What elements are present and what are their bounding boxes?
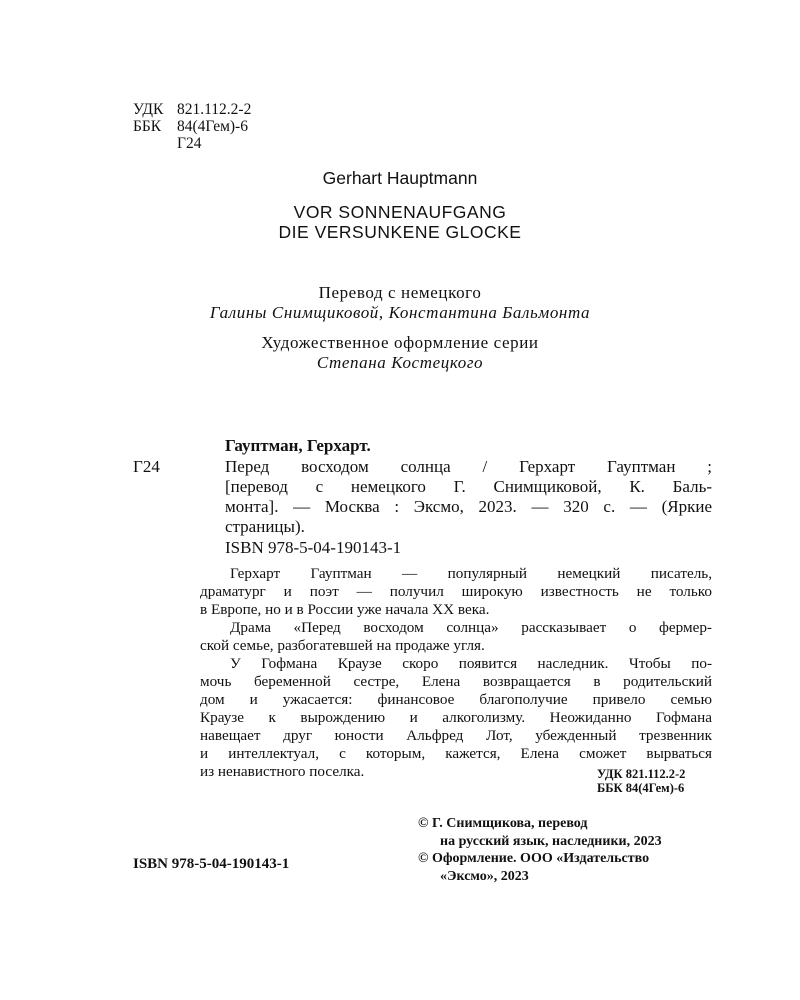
original-title-1: VOR SONNENAUFGANG	[293, 202, 507, 222]
annotation-line: Драма «Перед восходом солнца» рассказывает о фермер-	[230, 619, 712, 636]
original-title-2: DIE VERSUNKENE GLOCKE	[278, 222, 522, 242]
copyright-line: на русский язык, наследники, 2023	[440, 833, 662, 849]
bbk-label: ББК	[133, 118, 162, 135]
classification-block	[133, 101, 251, 152]
design-heading: Художественное оформление серии	[261, 333, 539, 352]
annotation-line: в Европе, но и в России уже начала XX века.	[200, 601, 490, 618]
annotation-line: У Гофмана Краузе скоро появится наследник. Чтобы по-	[230, 655, 712, 672]
annotation-udk: УДК 821.112.2-2	[597, 767, 686, 781]
copyright-line: © Г. Снимщикова, перевод	[418, 816, 588, 831]
bib-line: страницы).	[225, 517, 305, 536]
annotation-line: из ненавистного поселка.	[200, 763, 365, 780]
bbk-value: 84(4Гем)-6	[177, 118, 248, 135]
bib-isbn: ISBN 978-5-04-190143-1	[225, 538, 402, 557]
annotation-line: навещает друг юности Альфред Лот, убежденный трезвенник	[200, 727, 712, 744]
annotation-line: дом и ужасается: финансовое благополучие привело семью	[200, 691, 712, 708]
designer: Степана Костецкого	[316, 353, 484, 372]
translation-heading: Перевод с немецкого	[318, 283, 482, 302]
bib-line: монта]. — Москва : Эксмо, 2023. — 320 с. — (Яркие	[225, 497, 712, 516]
annotation-line: Краузе к вырождению и алкоголизму. Неожиданно Гофмана	[200, 709, 712, 726]
annotation-line: драматург и поэт — получил широкую известность не только	[200, 583, 712, 600]
author-sign: Г24	[177, 135, 202, 152]
udk-value: 821.112.2-2	[177, 101, 252, 118]
udk-row	[133, 101, 251, 118]
bib-line: Перед восходом солнца / Герхарт Гауптман ;	[225, 457, 712, 476]
annotation	[200, 565, 712, 781]
author-sign-row	[133, 135, 251, 152]
bib-line: [перевод с немецкого Г. Снимщиковой, К. Баль-	[225, 477, 712, 496]
bib-author-sign: Г24	[133, 457, 160, 476]
annotation-paragraph	[200, 565, 712, 619]
annotation-paragraph	[200, 619, 712, 655]
annotation-paragraph	[200, 655, 712, 781]
original-author: Gerhart Hauptmann	[322, 168, 478, 188]
bbk-row	[133, 118, 251, 135]
copyright-block	[418, 815, 662, 885]
annotation-line: и интеллектуал, с которым, кажется, Елена сможет вырваться	[200, 745, 712, 762]
bib-description	[225, 457, 712, 537]
annotation-line: ской семье, разбогатевшей на продаже угля.	[200, 637, 485, 654]
translators: Галины Снимщиковой, Константина Бальмонта	[209, 303, 591, 322]
annotation-line: мочь беременной сестре, Елена возвращается в родительский	[200, 673, 712, 690]
footer-isbn: ISBN 978-5-04-190143-1	[133, 856, 290, 872]
copyright-line: © Оформление. ООО «Издательство	[418, 851, 650, 866]
annotation-line: Герхарт Гауптман — популярный немецкий писатель,	[230, 565, 712, 582]
copyright-line: «Эксмо», 2023	[440, 868, 529, 884]
annotation-classification	[597, 767, 685, 795]
annotation-bbk: ББК 84(4Гем)-6	[597, 781, 685, 795]
bib-author-heading: Гауптман, Герхарт.	[225, 436, 371, 455]
udk-label: УДК	[133, 101, 164, 118]
